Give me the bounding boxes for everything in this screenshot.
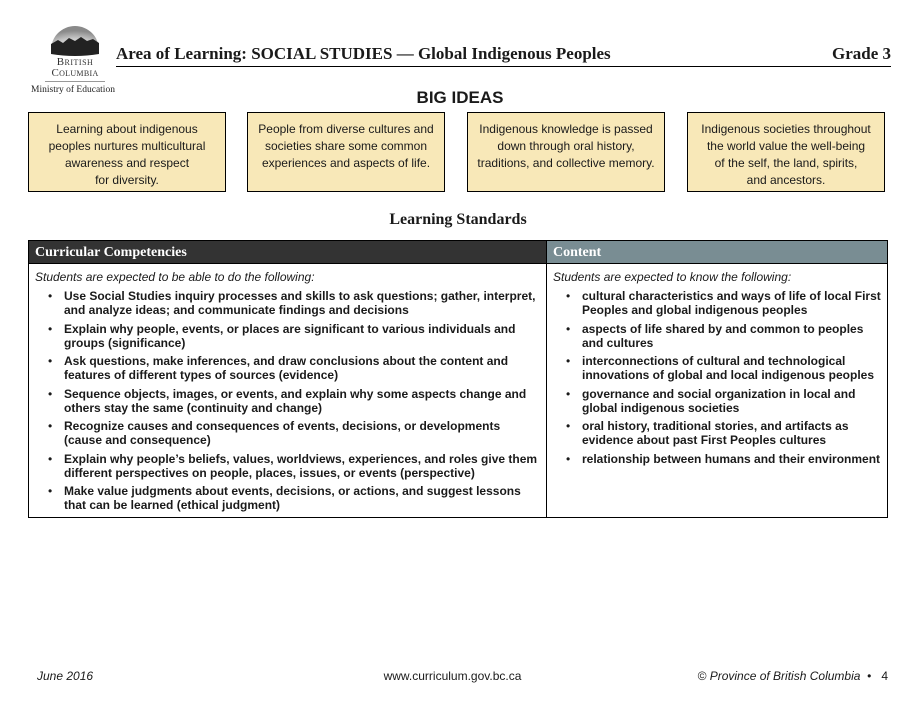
list-item	[29, 289, 546, 317]
list-item	[547, 452, 887, 466]
page-title: Area of Learning: SOCIAL STUDIES — Global Indigenous Peoples	[116, 44, 611, 63]
list-item-text: Recognize causes and consequences of events, decisions, or developments (cause and consequence)	[64, 419, 501, 447]
list-item-text: Ask questions, make inferences, and draw conclusions about the content and features of different types of sources (evidence)	[64, 354, 509, 382]
logo-british: British	[56, 56, 94, 68]
list-item	[29, 419, 546, 447]
list-item	[29, 322, 546, 350]
bullet-icon: •	[48, 484, 53, 498]
big-idea-line: the world value the well-being	[706, 139, 866, 153]
content-intro: Students are expected to know the following:	[553, 270, 792, 284]
bullet-icon: •	[566, 419, 571, 433]
list-item	[29, 452, 546, 480]
bullet-icon: •	[48, 354, 53, 368]
content-list	[547, 289, 887, 466]
big-idea-box	[687, 112, 885, 192]
bc-logo	[30, 20, 120, 96]
big-idea-line: experiences and aspects of life.	[261, 156, 431, 170]
bullet-icon: •	[48, 386, 53, 401]
competencies-header: Curricular Competencies	[29, 241, 546, 264]
content-header: Content	[547, 241, 887, 264]
list-item-text: interconnections of cultural and technological innovations of global and local indigenous peoples	[582, 354, 875, 382]
bullet-icon: •	[48, 451, 53, 466]
list-item	[29, 354, 546, 382]
competencies-list	[29, 289, 546, 512]
big-idea-line: Learning about indigenous	[56, 122, 198, 136]
big-idea-line: and ancestors.	[746, 173, 826, 187]
big-idea-box	[28, 112, 226, 192]
competencies-intro: Students are expected to be able to do the following:	[35, 270, 315, 284]
bullet-icon: •	[48, 419, 53, 433]
big-idea-line: down through oral history,	[497, 139, 635, 153]
list-item	[547, 387, 887, 415]
list-item	[29, 484, 546, 512]
big-idea-box	[467, 112, 665, 192]
list-item-text: governance and social organization in local and global indigenous societies	[582, 386, 856, 415]
list-item-text: Explain why people, events, or places are significant to various individuals and groups (significance)	[64, 321, 516, 350]
list-item-text: cultural characteristics and ways of life of local First Peoples and global indigenous peoples	[582, 289, 881, 317]
bullet-icon: •	[566, 289, 571, 303]
footer-url[interactable]: www.curriculum.gov.bc.ca	[383, 669, 522, 683]
list-item	[547, 289, 887, 317]
big-idea-line: Indigenous knowledge is passed	[479, 122, 653, 136]
logo-rule	[45, 81, 105, 82]
list-item-text: Sequence objects, images, or events, and explain why some aspects change and others stay the same (continuity and change)	[64, 386, 527, 415]
list-item-text: relationship between humans and their environment	[582, 451, 881, 466]
big-idea-line: of the self, the land, spirits,	[714, 156, 858, 170]
footer-copyright: © Province of British Columbia	[697, 669, 861, 683]
page-number: 4	[881, 669, 888, 683]
learning-standards-title: Learning Standards	[389, 211, 527, 228]
big-ideas-title: BIG IDEAS	[416, 88, 504, 107]
logo-columbia: Columbia	[51, 67, 99, 79]
list-item	[547, 419, 887, 447]
big-idea-line: for diversity.	[95, 173, 159, 187]
page-header	[116, 42, 891, 67]
bullet-icon: •	[566, 321, 571, 336]
competencies-column	[29, 241, 547, 517]
bullet-icon: •	[566, 451, 571, 466]
footer-copyright-block	[698, 669, 888, 683]
big-idea-line: Indigenous societies throughout	[701, 122, 871, 136]
big-idea-line: People from diverse cultures and	[258, 122, 434, 136]
big-idea-line: societies share some common	[264, 139, 428, 153]
list-item	[29, 387, 546, 415]
sun-mountain-icon	[49, 20, 101, 56]
big-idea-line: traditions, and collective memory.	[477, 156, 655, 170]
list-item	[547, 354, 887, 382]
content-column	[547, 241, 887, 517]
list-item-text: aspects of life shared by and common to peoples and cultures	[582, 321, 864, 350]
list-item-text: Make value judgments about events, decisions, or actions, and suggest lessons that can be learned (ethical judgment)	[64, 484, 521, 512]
list-item-text: oral history, traditional stories, and artifacts as evidence about past First Peoples cultures	[582, 419, 849, 447]
learning-standards-table	[28, 240, 888, 518]
big-idea-line: awareness and respect	[64, 156, 190, 170]
big-idea-box	[247, 112, 445, 192]
list-item	[547, 322, 887, 350]
logo-ministry: Ministry of Education	[31, 85, 115, 95]
grade-label: Grade 3	[831, 44, 891, 63]
footer-date: June 2016	[37, 669, 94, 683]
list-item-text: Use Social Studies inquiry processes and skills to ask questions; gather, interpret, and analyze ideas; and communicate findings and decisions	[64, 289, 536, 317]
footer-separator: •	[867, 669, 872, 683]
bullet-icon: •	[48, 289, 53, 303]
big-idea-line: peoples nurtures multicultural	[48, 139, 206, 153]
bullet-icon: •	[566, 354, 571, 368]
bullet-icon: •	[48, 321, 53, 336]
list-item-text: Explain why people’s beliefs, values, worldviews, experiences, and roles give them different perspectives on people, places, issues, or events (perspective)	[64, 451, 538, 480]
bullet-icon: •	[566, 386, 571, 401]
